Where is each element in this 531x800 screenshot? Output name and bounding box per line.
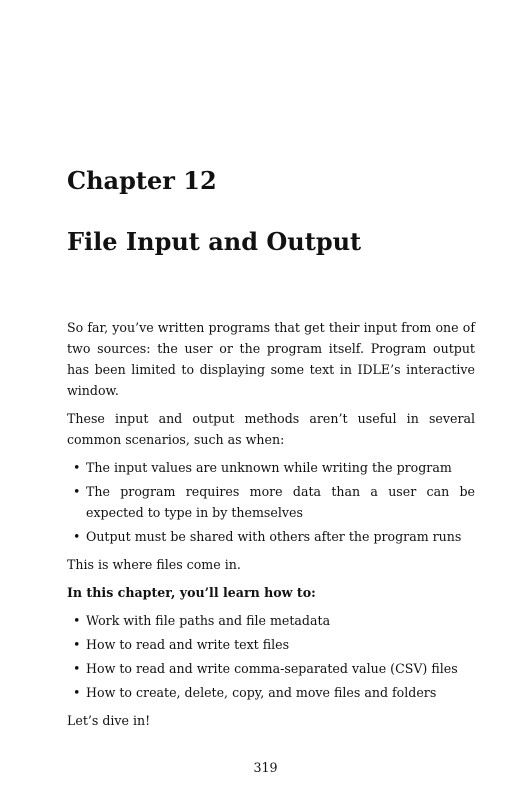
chapter-label: Chapter 12 xyxy=(67,166,217,195)
list-item xyxy=(67,634,475,655)
page-number: 319 xyxy=(253,760,278,775)
transition-paragraph: This is where files come in. xyxy=(67,557,241,572)
learn-list xyxy=(67,610,475,703)
list-item xyxy=(67,481,475,523)
list-item xyxy=(67,526,475,547)
bullet-icon: • xyxy=(73,484,81,499)
bullet-icon: • xyxy=(73,613,81,628)
list-item-text: Work with file paths and file metadata xyxy=(86,613,331,628)
bullet-icon: • xyxy=(73,685,81,700)
chapter-body xyxy=(67,317,475,738)
intro-paragraph-2: These input and output methods aren’t useful in several common scenarios, such as when: xyxy=(67,411,475,447)
chapter-title: File Input and Output xyxy=(67,227,362,256)
list-item xyxy=(67,658,475,679)
list-item-text: How to read and write comma-separated value (CSV) files xyxy=(86,661,458,676)
bullet-icon: • xyxy=(73,460,81,475)
list-item-text: The program requires more data than a user can be expected to type in by themselves xyxy=(86,484,475,520)
list-item-text: Output must be shared with others after the program runs xyxy=(86,529,462,544)
list-item xyxy=(67,457,475,478)
scenario-list xyxy=(67,457,475,547)
learn-heading: In this chapter, you’ll learn how to: xyxy=(67,585,316,600)
list-item xyxy=(67,682,475,703)
list-item-text: How to read and write text files xyxy=(86,637,290,652)
bullet-icon: • xyxy=(73,529,81,544)
list-item-text: How to create, delete, copy, and move files and folders xyxy=(86,685,437,700)
bullet-icon: • xyxy=(73,637,81,652)
list-item-text: The input values are unknown while writing the program xyxy=(86,460,452,475)
closing-paragraph: Let’s dive in! xyxy=(67,713,151,728)
intro-paragraph-1: So far, you’ve written programs that get their input from one of two sources: the user or the program itself. Program output has been limited to displaying some text in IDLE’s interactive window. xyxy=(67,320,475,398)
bullet-icon: • xyxy=(73,661,81,676)
list-item xyxy=(67,610,475,631)
